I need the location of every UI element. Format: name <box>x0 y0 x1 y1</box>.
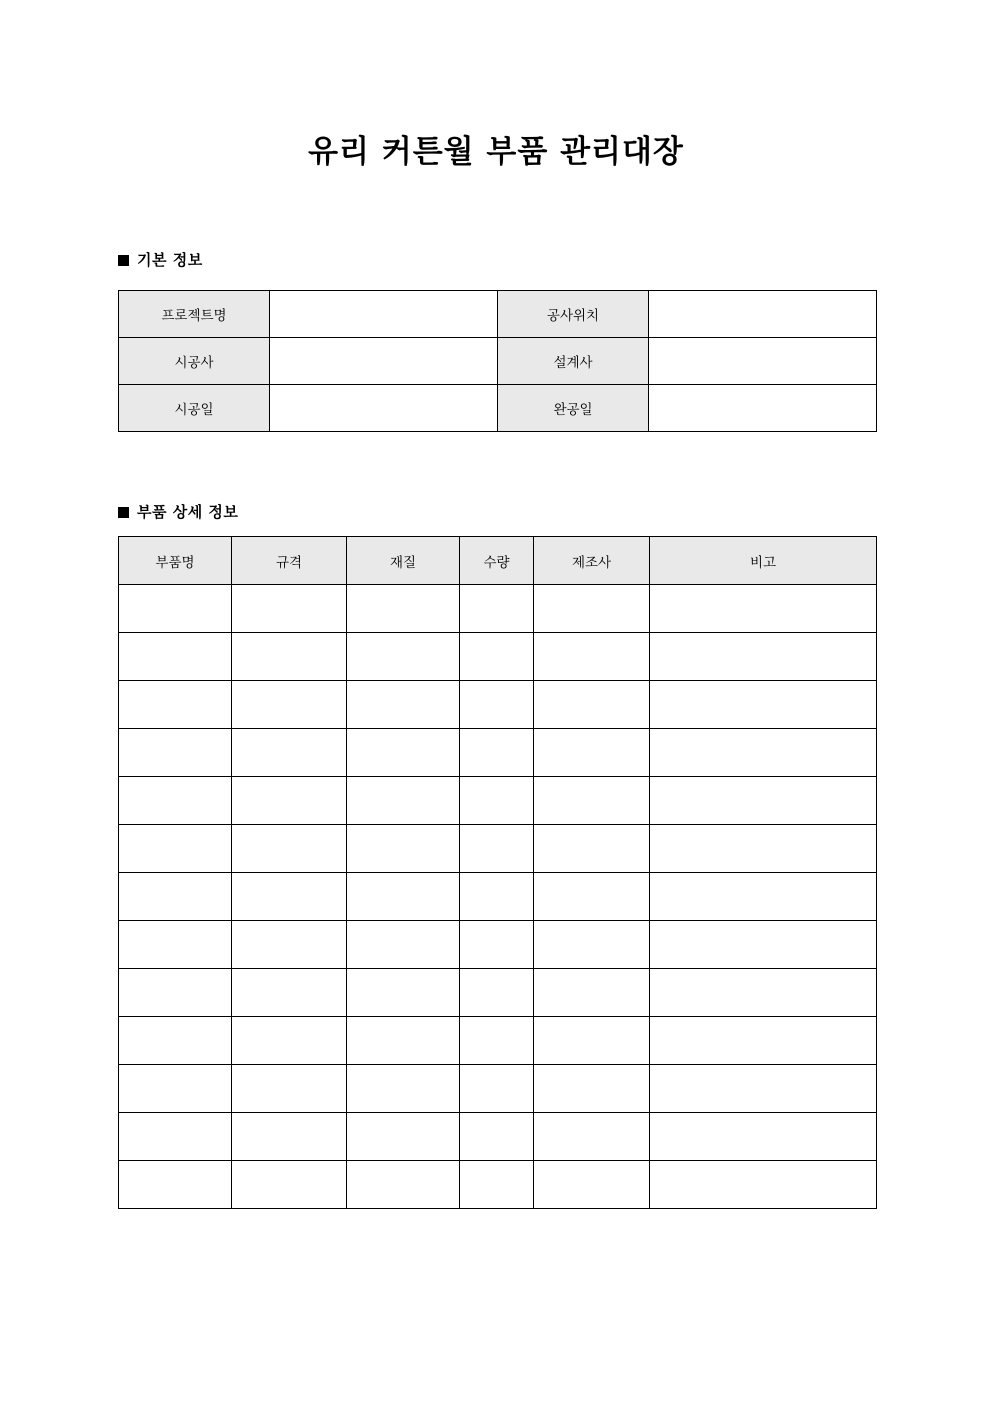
table-cell[interactable] <box>650 873 877 921</box>
column-header-quantity: 수량 <box>460 537 534 585</box>
table-cell[interactable] <box>347 825 460 873</box>
table-row <box>119 585 877 633</box>
column-header-part-name: 부품명 <box>119 537 232 585</box>
table-cell[interactable] <box>460 873 534 921</box>
column-header-material: 재질 <box>347 537 460 585</box>
table-cell[interactable] <box>534 873 650 921</box>
table-cell[interactable] <box>232 1065 347 1113</box>
field-label-construction-location: 공사위치 <box>498 291 649 338</box>
field-value-project-name[interactable] <box>270 291 498 338</box>
field-label-contractor: 시공사 <box>119 338 270 385</box>
table-row <box>119 1017 877 1065</box>
field-value-completion-date[interactable] <box>649 385 877 432</box>
table-row <box>119 681 877 729</box>
table-cell[interactable] <box>460 921 534 969</box>
section-heading-parts-detail <box>118 502 238 522</box>
table-cell[interactable] <box>232 729 347 777</box>
table-row <box>119 1113 877 1161</box>
table-row <box>119 1065 877 1113</box>
table-row <box>119 921 877 969</box>
section-heading-basic-info <box>118 250 203 270</box>
table-cell[interactable] <box>650 633 877 681</box>
table-cell[interactable] <box>232 969 347 1017</box>
table-cell[interactable] <box>347 1017 460 1065</box>
table-cell[interactable] <box>119 729 232 777</box>
table-cell[interactable] <box>347 969 460 1017</box>
table-cell[interactable] <box>347 921 460 969</box>
table-row <box>119 969 877 1017</box>
field-label-completion-date: 완공일 <box>498 385 649 432</box>
table-cell[interactable] <box>534 825 650 873</box>
table-cell[interactable] <box>119 633 232 681</box>
table-cell[interactable] <box>232 825 347 873</box>
field-value-designer[interactable] <box>649 338 877 385</box>
table-cell[interactable] <box>534 1113 650 1161</box>
table-cell[interactable] <box>119 681 232 729</box>
table-cell[interactable] <box>119 825 232 873</box>
table-cell[interactable] <box>232 1113 347 1161</box>
table-cell[interactable] <box>232 633 347 681</box>
table-cell[interactable] <box>534 1065 650 1113</box>
table-cell[interactable] <box>460 1113 534 1161</box>
table-cell[interactable] <box>232 681 347 729</box>
table-cell[interactable] <box>347 729 460 777</box>
table-cell[interactable] <box>650 1113 877 1161</box>
table-cell[interactable] <box>460 1065 534 1113</box>
table-row <box>119 729 877 777</box>
table-cell[interactable] <box>460 777 534 825</box>
field-value-construction-location[interactable] <box>649 291 877 338</box>
table-cell[interactable] <box>119 921 232 969</box>
table-cell[interactable] <box>534 585 650 633</box>
table-cell[interactable] <box>650 585 877 633</box>
table-row <box>119 825 877 873</box>
table-cell[interactable] <box>232 777 347 825</box>
table-cell[interactable] <box>650 1065 877 1113</box>
table-cell[interactable] <box>119 873 232 921</box>
table-row <box>119 633 877 681</box>
section-heading-basic-info-label: 기본 정보 <box>137 251 203 269</box>
table-cell[interactable] <box>534 729 650 777</box>
table-cell[interactable] <box>534 681 650 729</box>
table-cell[interactable] <box>534 777 650 825</box>
table-cell[interactable] <box>119 1065 232 1113</box>
table-cell[interactable] <box>232 1161 347 1209</box>
table-cell[interactable] <box>119 1113 232 1161</box>
table-cell[interactable] <box>119 1161 232 1209</box>
table-cell[interactable] <box>119 969 232 1017</box>
table-cell[interactable] <box>534 633 650 681</box>
table-cell[interactable] <box>650 1161 877 1209</box>
table-cell[interactable] <box>347 1113 460 1161</box>
column-header-remarks: 비고 <box>650 537 877 585</box>
table-cell[interactable] <box>534 921 650 969</box>
table-cell[interactable] <box>650 681 877 729</box>
table-cell[interactable] <box>650 1017 877 1065</box>
table-cell[interactable] <box>460 729 534 777</box>
table-cell[interactable] <box>119 585 232 633</box>
square-bullet-icon <box>118 255 129 266</box>
table-cell[interactable] <box>460 633 534 681</box>
table-cell[interactable] <box>460 1161 534 1209</box>
table-cell[interactable] <box>119 777 232 825</box>
table-cell[interactable] <box>347 873 460 921</box>
table-row <box>119 291 877 338</box>
table-cell[interactable] <box>460 681 534 729</box>
table-cell[interactable] <box>232 921 347 969</box>
field-label-project-name: 프로젝트명 <box>119 291 270 338</box>
table-cell[interactable] <box>347 1161 460 1209</box>
table-cell[interactable] <box>534 969 650 1017</box>
table-cell[interactable] <box>460 969 534 1017</box>
table-cell[interactable] <box>650 777 877 825</box>
table-header-row <box>119 537 877 585</box>
page-title: 유리 커튼월 부품 관리대장 <box>308 134 684 170</box>
table-cell[interactable] <box>347 633 460 681</box>
table-cell[interactable] <box>460 585 534 633</box>
table-row <box>119 338 877 385</box>
table-row <box>119 385 877 432</box>
table-cell[interactable] <box>232 1017 347 1065</box>
field-label-designer: 설계사 <box>498 338 649 385</box>
table-cell[interactable] <box>347 1065 460 1113</box>
section-heading-parts-detail-label: 부품 상세 정보 <box>137 503 239 521</box>
table-row <box>119 1161 877 1209</box>
column-header-spec: 규격 <box>232 537 347 585</box>
parts-detail-table <box>118 536 877 1209</box>
column-header-manufacturer: 제조사 <box>534 537 650 585</box>
field-label-start-date: 시공일 <box>119 385 270 432</box>
table-cell[interactable] <box>232 585 347 633</box>
table-cell[interactable] <box>534 1017 650 1065</box>
field-value-start-date[interactable] <box>270 385 498 432</box>
table-cell[interactable] <box>650 825 877 873</box>
table-cell[interactable] <box>347 777 460 825</box>
square-bullet-icon <box>118 507 129 518</box>
table-cell[interactable] <box>534 1161 650 1209</box>
table-row <box>119 777 877 825</box>
table-row <box>119 873 877 921</box>
field-value-contractor[interactable] <box>270 338 498 385</box>
table-cell[interactable] <box>347 681 460 729</box>
basic-info-table <box>118 290 877 432</box>
table-cell[interactable] <box>650 921 877 969</box>
table-cell[interactable] <box>460 825 534 873</box>
table-cell[interactable] <box>232 873 347 921</box>
table-cell[interactable] <box>650 729 877 777</box>
table-cell[interactable] <box>119 1017 232 1065</box>
table-cell[interactable] <box>460 1017 534 1065</box>
table-cell[interactable] <box>347 585 460 633</box>
table-cell[interactable] <box>650 969 877 1017</box>
